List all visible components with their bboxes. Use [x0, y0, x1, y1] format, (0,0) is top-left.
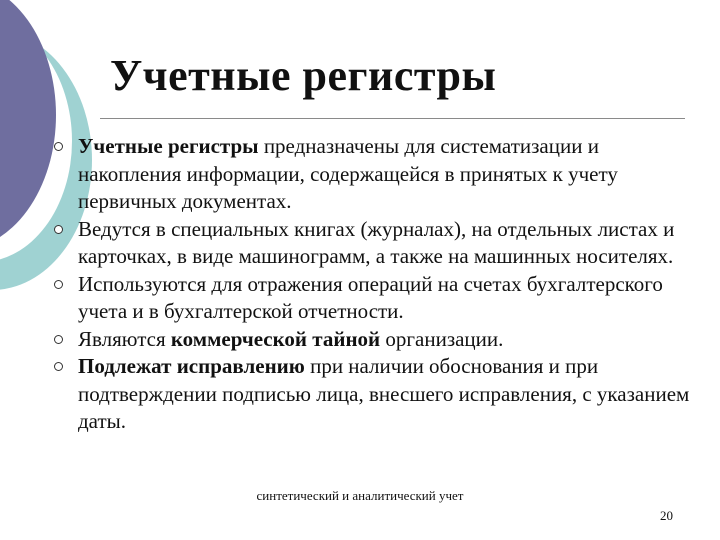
bullet-text-run: предназначены для систематизации и накопления информации, содержащейся в принятых к учету первичных документах. [78, 134, 618, 213]
bullet-text [78, 272, 663, 324]
bullet-bold-run: Подлежат исправлению [78, 354, 305, 378]
bullet-item [50, 326, 690, 354]
bullet-circle-icon [54, 362, 63, 371]
bullet-bold-run: Учетные регистры [78, 134, 259, 158]
bullet-circle-icon [54, 335, 63, 344]
bullet-item [50, 271, 690, 326]
slide-title: Учетные регистры [110, 51, 497, 100]
bullet-item [50, 353, 690, 436]
bullet-circle-icon [54, 142, 63, 151]
bullet-item [50, 133, 690, 216]
bullet-list [50, 133, 690, 436]
bullet-circle-icon [54, 225, 63, 234]
bullet-circle-icon [54, 280, 63, 289]
bullet-item [50, 216, 690, 271]
bullet-text-run: Ведутся в специальных книгах (журналах), на отдельных листах и карточках, в виде машинограмм, а также на машинных носителях. [78, 216, 675, 268]
bullet-text-run: при наличии обоснования и при подтверждении подписью лица, внесшего исправления, с указанием даты. [78, 354, 690, 433]
bullet-text [78, 327, 503, 351]
bullet-text-run: организации. [380, 326, 504, 351]
bullet-text-run: Используются для отражения операций на счетах бухгалтерского учета и в бухгалтерской отчетности. [78, 271, 663, 323]
bullet-bold-run: коммерческой тайной [170, 326, 381, 351]
page-number: 20 [660, 508, 673, 523]
bullet-text [78, 354, 689, 433]
bullet-text [78, 217, 674, 269]
bullet-text-run: Являются [78, 326, 171, 351]
title-divider [100, 118, 685, 119]
bullet-text [78, 134, 618, 213]
footer-caption: синтетический и аналитический учет [256, 488, 464, 503]
